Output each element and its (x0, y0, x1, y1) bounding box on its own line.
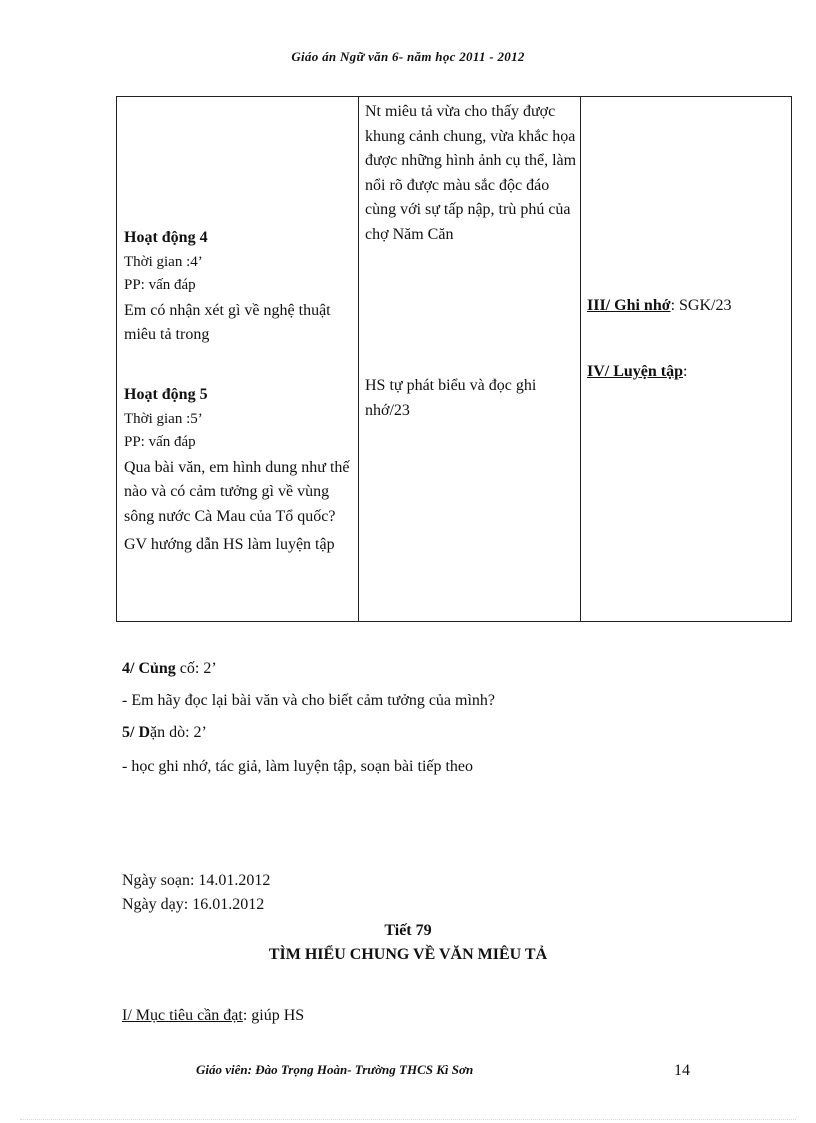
activity-5-method: PP: vấn đáp (124, 433, 196, 450)
ngay-day: Ngày dạy: 16.01.2012 (122, 896, 265, 913)
page-bottom-divider (20, 1119, 796, 1120)
table-cell-notes (581, 97, 792, 622)
ghi-nho-value: : SGK/23 (670, 297, 732, 314)
activity-5-title: Hoạt động 5 (124, 386, 208, 403)
activity-5-guide: GV hướng dẫn HS làm luyện tập (124, 536, 335, 553)
dan-do-time: ặn dò: 2’ (150, 724, 207, 741)
muc-tieu-heading (122, 1005, 304, 1027)
lesson-title: TÌM HIỂU CHUNG VỀ VĂN MIÊU TẢ (268, 946, 548, 963)
student-response-1: Nt miêu tả vừa cho thấy được khung cảnh chung, vừa khắc họa được những hình ảnh cụ thể, làm nổi rõ được màu sắc độc đáo cùng với sự tấp nập, trù phú của chợ Năm Căn (365, 103, 577, 243)
activity-4-time: Thời gian :4’ (124, 253, 203, 270)
page-number: 14 (674, 1062, 690, 1079)
lesson-period: Tiết 79 (384, 922, 432, 939)
ghi-nho-line (587, 294, 787, 319)
activity-4-question: Em có nhận xét gì về nghệ thuật miêu tả trong (124, 301, 331, 343)
table-cell-student-response (359, 97, 581, 622)
page-header: Giáo án Ngữ văn 6- năm học 2011 - 2012 (291, 49, 525, 64)
activity-5-block (124, 383, 356, 558)
cung-co-label: 4/ Củng (122, 660, 176, 677)
dan-do-heading (122, 722, 207, 744)
muc-tieu-label: I/ Mục tiêu cần đạt (122, 1007, 243, 1024)
luyen-tap-label: IV/ Luyện tập (587, 363, 684, 380)
luyen-tap-suffix: : (683, 363, 688, 380)
page-footer: Giáo viên: Đào Trọng Hoàn- Trường THCS Kì Sơn (196, 1062, 474, 1077)
cung-co-time: cố: 2’ (175, 660, 217, 677)
cung-co-heading (122, 658, 217, 680)
ghi-nho-label: III/ Ghi nhớ (587, 297, 671, 314)
activity-5-question: Qua bài văn, em hình dung như thế nào và có cảm tưởng gì về vùng sông nước Cà Mau của Tổ quốc? (124, 458, 350, 525)
dan-do-task: - học ghi nhớ, tác giả, làm luyện tập, soạn bài tiếp theo (122, 758, 474, 775)
activity-4-method: PP: vấn đáp (124, 276, 196, 293)
student-response-2: HS tự phát biểu và đọc ghi nhớ/23 (365, 377, 537, 419)
muc-tieu-rest: : giúp HS (242, 1007, 305, 1024)
lesson-table (116, 96, 792, 622)
luyen-tap-line (587, 360, 787, 385)
cung-co-task: - Em hãy đọc lại bài văn và cho biết cảm tưởng của mình? (122, 692, 496, 709)
ngay-soan: Ngày soạn: 14.01.2012 (122, 872, 271, 889)
activity-4-block (124, 226, 356, 348)
activity-5-time: Thời gian :5’ (124, 410, 203, 427)
activity-4-title: Hoạt động 4 (124, 229, 208, 246)
dan-do-label: 5/ D (122, 724, 150, 741)
table-cell-activities (117, 97, 359, 622)
